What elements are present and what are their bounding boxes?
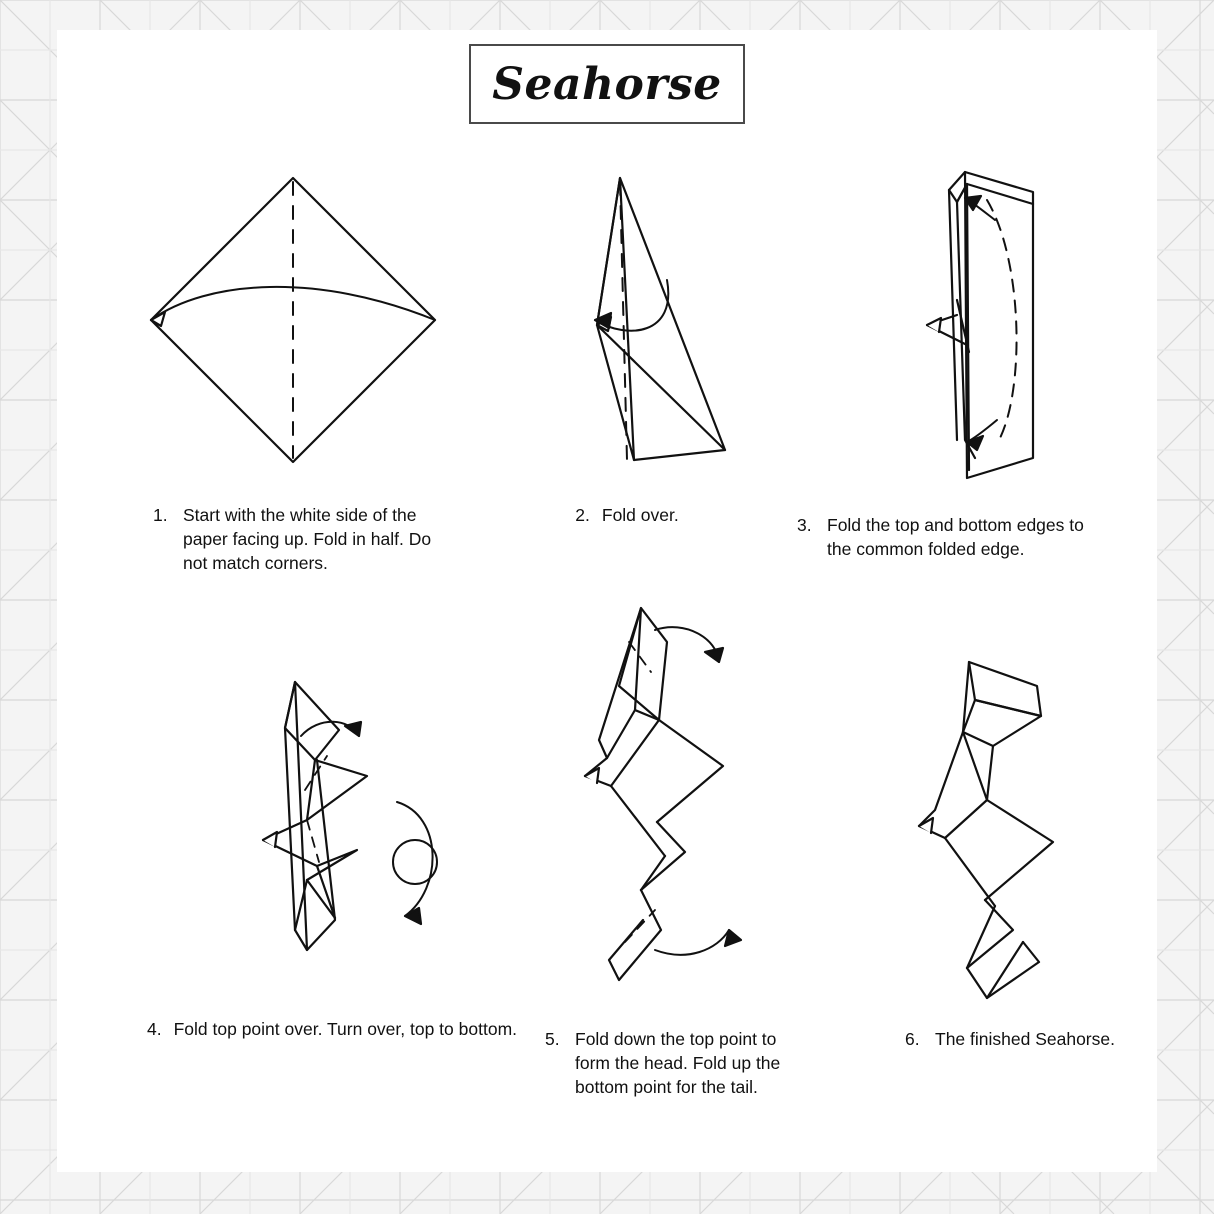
step-1: [117, 160, 447, 575]
step-3-caption: [797, 513, 1097, 561]
step-3-number: 3.: [797, 515, 812, 535]
step-2-figure: [477, 160, 777, 495]
step-4: [147, 630, 518, 1041]
step-3-figure: [797, 140, 1097, 495]
step-1-figure: [117, 160, 447, 495]
step-1-text: Start with the white side of the paper facing up. Fold in half. Do not match corners.: [183, 505, 432, 573]
page-title: Seahorse: [492, 58, 722, 110]
step-6-number: 6.: [905, 1029, 920, 1049]
step-5: [489, 590, 789, 1099]
step-1-caption: [117, 503, 447, 575]
step-5-caption: [489, 1027, 789, 1099]
step-5-text: Fold down the top point to form the head. Fold up the bottom point for the tail.: [575, 1029, 781, 1097]
step-2-caption: [477, 503, 777, 527]
step-1-number: 1.: [153, 505, 168, 525]
step-5-number: 5.: [545, 1029, 560, 1049]
step-6: [827, 620, 1117, 1051]
instruction-sheet: [57, 30, 1157, 1172]
step-3: [797, 140, 1097, 561]
step-3-text: Fold the top and bottom edges to the common folded edge.: [827, 515, 1084, 559]
step-4-text: Fold top point over. Turn over, top to bottom.: [173, 1019, 518, 1039]
step-2: [477, 160, 777, 527]
title-box: [469, 44, 745, 124]
step-4-figure: [167, 630, 497, 1005]
step-5-figure: [489, 590, 789, 1015]
step-4-caption: [147, 1017, 518, 1041]
step-6-caption: [827, 1027, 1117, 1051]
step-4-number: 4.: [147, 1019, 162, 1039]
step-2-number: 2.: [575, 505, 590, 525]
step-6-text: The finished Seahorse.: [935, 1029, 1115, 1049]
step-2-text: Fold over.: [601, 505, 679, 525]
step-6-figure: [827, 620, 1117, 1015]
